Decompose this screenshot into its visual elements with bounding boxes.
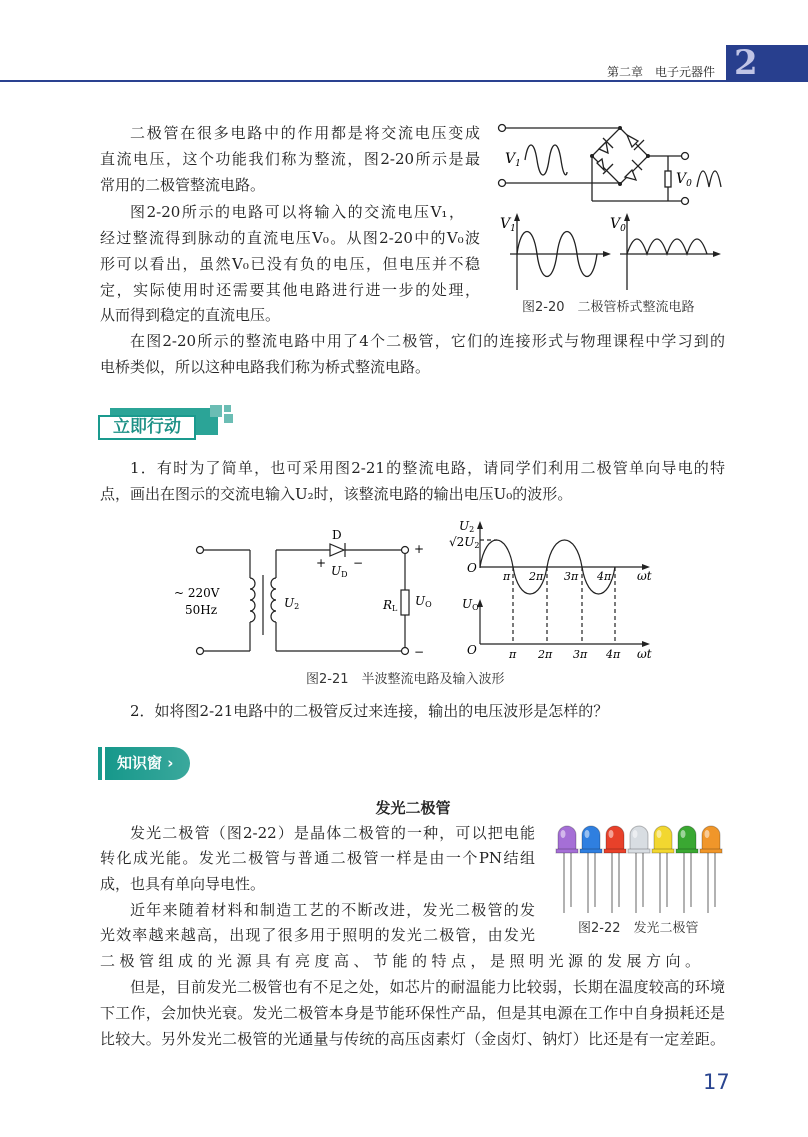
paragraph-line: 光效率越来越高，出现了很多用于照明的发光二极管，由发光	[100, 926, 535, 944]
primary-coil	[250, 578, 255, 622]
led-icon	[604, 826, 626, 913]
ud-label: U	[331, 564, 342, 578]
svg-text:−: −	[353, 556, 364, 570]
led-icon	[700, 826, 722, 913]
svg-text:π: π	[503, 570, 511, 583]
svg-text:UO: UO	[462, 597, 479, 612]
figure-2-21-caption: 图2-21 半波整流电路及输入波形	[306, 672, 505, 687]
svg-text:V1: $V_1$	[500, 216, 516, 234]
diode-icon	[597, 159, 613, 174]
svg-text:U2: U2	[284, 596, 300, 611]
diode-icon	[599, 138, 613, 153]
paragraph-line: 二极管在很多电路中的作用都是将交流电压变成	[130, 124, 480, 142]
chapter-number: 2	[734, 43, 758, 83]
svg-text:+: +	[414, 542, 425, 556]
led-icon	[580, 826, 602, 913]
peak-label: √2	[449, 535, 465, 549]
svg-text:O: O	[467, 643, 477, 657]
figure-2-22-caption: 图2-22 发光二极管	[578, 921, 699, 936]
input-sine-wave	[525, 145, 567, 175]
svg-text:+: +	[316, 556, 327, 570]
svg-text:3π: 3π	[573, 648, 588, 661]
led-icon	[676, 826, 698, 913]
paragraph-line: 形可以看出，虽然V₀已没有负的电压，但电压并不稳	[100, 255, 480, 273]
uo-axis-label: U	[462, 597, 473, 611]
paragraph-line: 转化成光能。发光二极管与普通二极管一样是由一个PN结组	[100, 849, 535, 867]
article-title: 发光二极管	[375, 799, 451, 817]
svg-text:−: −	[414, 645, 425, 659]
svg-text:π: π	[509, 648, 517, 661]
uo-label: U	[415, 594, 426, 608]
decor-square	[224, 405, 231, 412]
svg-text:4π: 4π	[597, 570, 612, 583]
led-photo	[555, 825, 735, 915]
led-icon	[652, 826, 674, 913]
exercise-line: 点，画出在图示的交流电输入U₂时，该整流电路的输出电压U₀的波形。	[100, 485, 573, 503]
v1-label: V	[505, 151, 516, 167]
knowledge-window-heading: 知识窗 ›	[105, 747, 190, 780]
svg-text:2π: 2π	[538, 648, 553, 661]
paragraph-line: 比较大。另外发光二极管的光通量与传统的高压卤素灯（金卤灯、钠灯）比还是有一定差距。	[100, 1030, 725, 1048]
secondary-coil	[271, 578, 276, 622]
led-icon	[628, 826, 650, 913]
v0-label: V	[676, 171, 687, 187]
svg-text:RL: RL	[383, 598, 398, 613]
source-voltage-label: ~ 220V	[174, 586, 220, 600]
paragraph-line: 图2-20所示的电路可以将输入的交流电压V₁，	[130, 203, 464, 221]
action-section-heading: 立即行动	[98, 415, 196, 440]
svg-text:O: O	[467, 561, 477, 575]
paragraph-line: 直流电压，这个功能我们称为整流，图2-20所示是最	[100, 150, 480, 168]
decor-square	[224, 414, 233, 423]
figure-2-20-caption: 图2-20 二极管桥式整流电路	[522, 300, 695, 315]
paragraph-line: 下工作，会加快光衰。发光二极管本身是节能环保性产品，但是其电源在工作中自身损耗还是	[100, 1004, 725, 1022]
v1-axis-label: V	[500, 216, 511, 232]
paragraph-line: 经过整流得到脉动的直流电压V₀。从图2-20中的V₀波	[100, 229, 480, 247]
u2-axis-label: U	[459, 519, 470, 533]
load-resistor	[401, 590, 409, 615]
paragraph-line: 电桥类似，所以这种电路我们称为桥式整流电路。	[100, 358, 431, 376]
svg-text:4π: 4π	[606, 648, 621, 661]
decor-square	[210, 405, 222, 417]
svg-text:V0: $V_0$	[610, 216, 626, 234]
diode-icon	[627, 135, 644, 150]
page-number: 17	[703, 1070, 730, 1094]
figure-2-21-half-wave-rectifier	[0, 510, 808, 670]
dashed-guides	[480, 540, 615, 644]
source-frequency-label: 50Hz	[185, 603, 218, 617]
paragraph-line: 在图2-20所示的整流电路中用了4个二极管，它们的连接形式与物理课程中学习到的	[130, 332, 725, 350]
paragraph-line: 成，也具有单向导电性。	[100, 875, 266, 893]
chapter-title: 第二章 电子元器件	[606, 65, 715, 79]
v0-rectified-plot	[627, 239, 707, 254]
paragraph-line: 发光二极管（图2-22）是晶体二极管的一种，可以把电能	[130, 824, 535, 842]
v0-axis-label: V	[610, 216, 621, 232]
svg-text:3π: 3π	[564, 570, 579, 583]
paragraph-line: 定，实际使用时还需要其他电路进行进一步的处理，	[100, 281, 480, 299]
svg-text:√2U2: √2U2	[449, 535, 480, 550]
svg-text:V1: $V_1$	[505, 151, 521, 169]
diode-label: D	[332, 528, 342, 542]
svg-text:U2: U2	[459, 519, 475, 534]
knowledge-stripe	[98, 747, 102, 780]
exercise-line: 2．如将图2-21电路中的二极管反过来连接，输出的电压波形是怎样的？	[130, 702, 609, 720]
paragraph-line: 近年来随着材料和制造工艺的不断改进，发光二极管的发	[130, 901, 535, 919]
paragraph-line: 二极管组成的光源具有亮度高、节能的特点，是照明光源的发展方向。	[100, 952, 700, 970]
paragraph-line: 但是，目前发光二极管也有不足之处，如芯片的耐温能力比较弱，长期在温度较高的环境	[130, 978, 725, 996]
figure-2-20-bridge-rectifier	[0, 0, 808, 320]
svg-text:2π: 2π	[529, 570, 544, 583]
u2-label: U	[284, 596, 295, 610]
diode-icon	[330, 544, 344, 556]
svg-text:UO: UO	[415, 594, 432, 609]
exercise-line: 1．有时为了简单，也可采用图2-21的整流电路，请同学们利用二极管单向导电的特	[130, 459, 725, 477]
output-rectified-wave	[697, 171, 721, 187]
paragraph-line: 常用的二极管整流电路。	[100, 176, 266, 194]
svg-text:ωt: ωt	[637, 647, 652, 661]
led-icon	[556, 826, 578, 913]
paragraph-line: 从而得到稳定的直流电压。	[100, 306, 281, 324]
svg-text:UD: UD	[331, 564, 348, 579]
svg-text:ωt: ωt	[637, 569, 652, 583]
svg-text:V0: $V_0$	[676, 171, 692, 189]
rl-label: R	[383, 598, 393, 612]
